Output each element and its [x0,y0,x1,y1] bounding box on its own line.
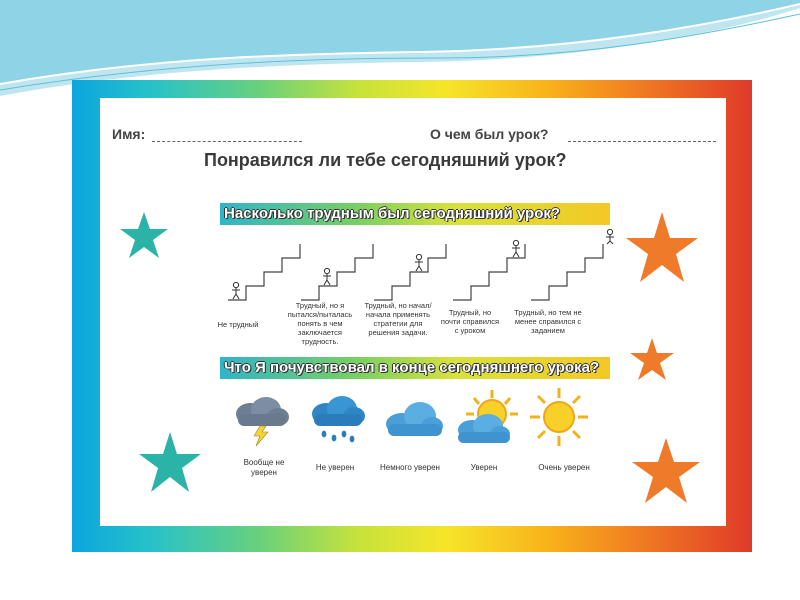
feeling-option-label: Вообще не уверен [243,458,285,477]
feeling-option-label: Не уверен [315,463,355,472]
difficulty-option-label: Не трудный [217,320,259,329]
star-icon [137,430,203,494]
feeling-heading: Что Я почувствовал в конце сегодняшнего урока? [220,357,610,379]
worksheet [100,98,726,526]
feeling-option-label: Немного уверен [380,463,440,472]
sun-behind-cloud-icon [452,388,524,450]
star-icon [630,436,702,506]
difficulty-heading: Насколько трудным был сегодняшний урок? [220,203,610,225]
star-icon [118,210,170,262]
difficulty-option-label: Трудный, но начал/начала применять стратегии для решения задачи. [364,301,432,337]
star-icon [628,336,676,384]
stairs-icon [301,238,381,304]
rainbow-frame [72,80,752,552]
stairs-icon [374,238,454,304]
cloud-icon [380,394,446,444]
name-label: Имя: [112,126,146,142]
lesson-input-line[interactable] [568,140,716,142]
star-icon [624,210,700,286]
feeling-option-label: Уверен [470,463,498,472]
name-input-line[interactable] [152,140,302,142]
stairs-icon [228,238,308,304]
rain-cloud-icon [306,394,368,446]
stairs-icon [453,238,533,304]
feeling-option-label: Очень уверен [538,463,590,472]
page-title: Понравился ли тебе сегодняшний урок? [204,150,567,170]
stairs-icon [531,238,611,304]
sun-icon [528,386,590,448]
difficulty-option-label: Трудный, но тем не менее справился с заданием [514,308,582,335]
difficulty-option-label: Трудный, но я пытался/пыталась понять в чем заключается трудность. [287,301,353,346]
lesson-label: О чем был урок? [430,126,549,142]
storm-cloud-icon [230,394,292,446]
difficulty-option-label: Трудный, но почти справился с уроком [440,308,500,335]
